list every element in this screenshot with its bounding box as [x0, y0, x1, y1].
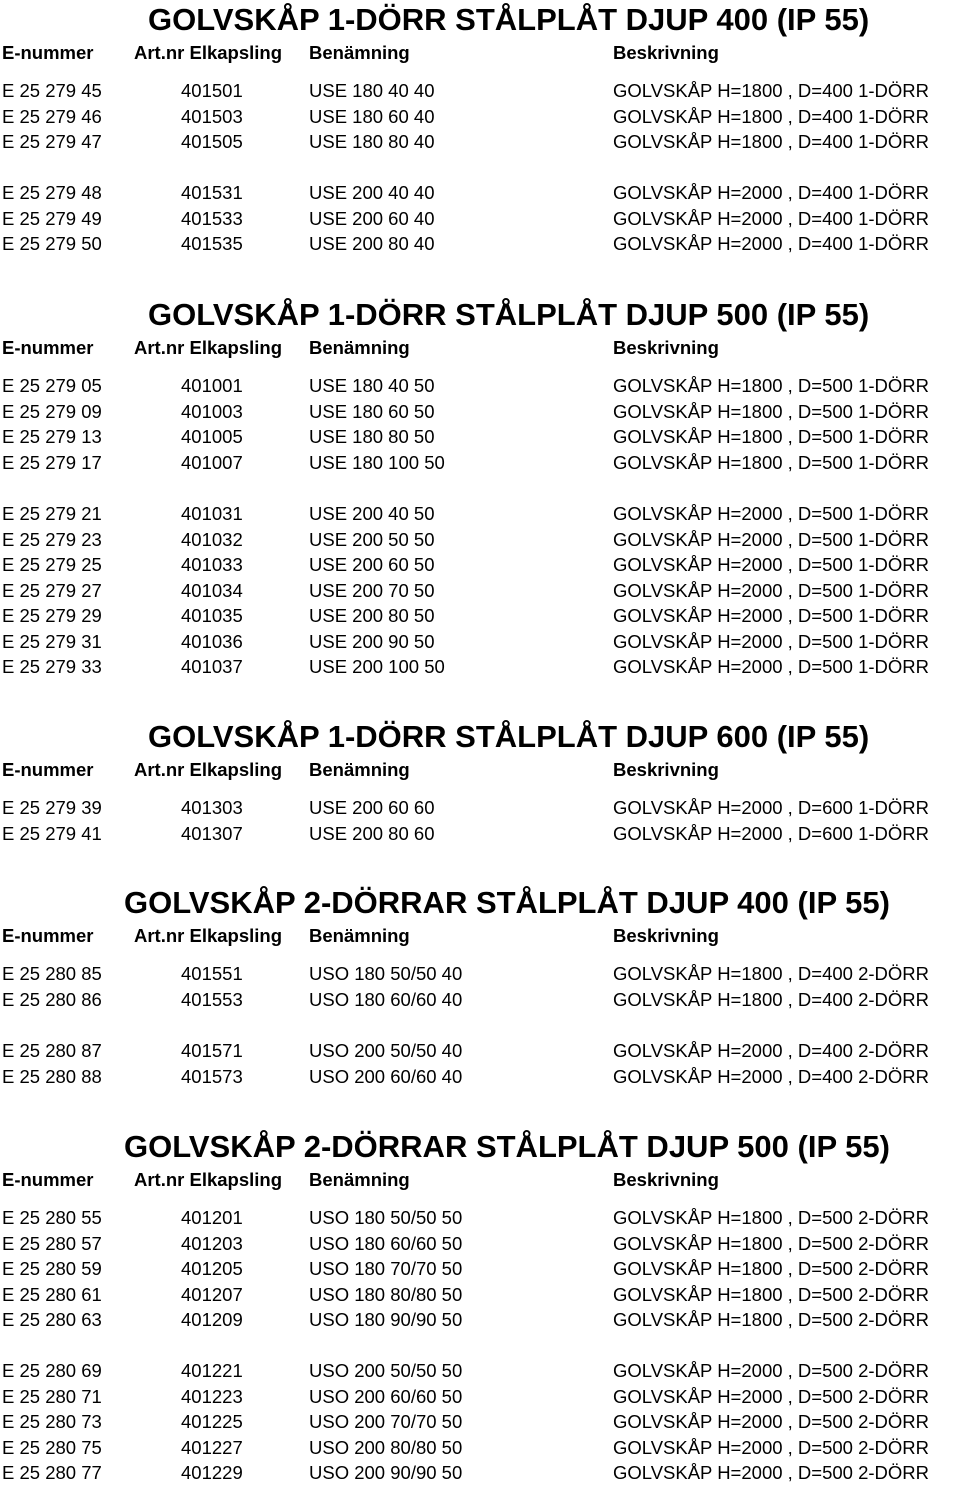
cell-beskrivning: GOLVSKÅP H=1800 , D=400 1-DÖRR	[613, 131, 930, 152]
table-row	[0, 1358, 960, 1384]
cell-e-nummer: E 25 279 21	[2, 503, 102, 524]
cell-benamning: USE 180 80 50	[309, 426, 435, 447]
header-beskrivning: Beskrivning	[613, 337, 719, 358]
cell-beskrivning: GOLVSKÅP H=2000 , D=500 1-DÖRR	[613, 656, 930, 677]
cell-e-nummer: E 25 279 33	[2, 656, 102, 677]
cell-art-nr: 401501	[181, 80, 243, 101]
cell-benamning: USE 200 90 50	[309, 630, 435, 652]
cell-e-nummer: E 25 279 31	[2, 630, 102, 652]
cell-benamning: USO 180 50/50 40	[309, 963, 463, 984]
header-benamning: Benämning	[309, 337, 410, 358]
table-row	[0, 104, 960, 130]
cell-art-nr: 401207	[181, 1283, 243, 1305]
cell-e-nummer: E 25 280 86	[2, 988, 102, 1010]
cell-e-nummer: E 25 280 55	[2, 1207, 102, 1228]
table-row	[0, 399, 960, 425]
cell-art-nr: 401571	[181, 1040, 243, 1061]
table-row	[0, 1409, 960, 1435]
cell-beskrivning: GOLVSKÅP H=2000 , D=500 2-DÖRR	[613, 1385, 930, 1407]
cell-beskrivning: GOLVSKÅP H=2000 , D=500 1-DÖRR	[613, 528, 930, 550]
header-e-nummer: E-nummer	[2, 925, 94, 946]
cell-benamning: USO 200 80/80 50	[309, 1436, 463, 1458]
cell-e-nummer: E 25 279 39	[2, 797, 102, 818]
cell-benamning: USE 180 80 40	[309, 131, 435, 152]
cell-benamning: USE 200 80 40	[309, 233, 435, 254]
cell-e-nummer: E 25 280 71	[2, 1385, 102, 1407]
cell-beskrivning: GOLVSKÅP H=1800 , D=400 1-DÖRR	[613, 80, 930, 101]
header-art-nr: Art.nr Elkapsling	[134, 925, 283, 946]
cell-benamning: USO 200 90/90 50	[309, 1462, 463, 1483]
section-title-text: GOLVSKÅP 1-DÖRR STÅLPLÅT DJUP 600 (IP 55)	[148, 719, 870, 754]
cell-beskrivning: GOLVSKÅP H=2000 , D=500 1-DÖRR	[613, 554, 930, 575]
cell-art-nr: 401307	[181, 822, 243, 844]
table-row	[0, 373, 960, 399]
table-row	[0, 578, 960, 604]
table-row	[0, 450, 960, 476]
cell-benamning: USO 180 60/60 50	[309, 1232, 463, 1254]
cell-benamning: USO 200 60/60 50	[309, 1385, 463, 1407]
cell-e-nummer: E 25 279 13	[2, 426, 102, 447]
cell-benamning: USO 180 50/50 50	[309, 1207, 463, 1228]
cell-e-nummer: E 25 279 23	[2, 528, 102, 550]
cell-art-nr: 401573	[181, 1065, 243, 1087]
cell-e-nummer: E 25 279 05	[2, 375, 102, 396]
cell-art-nr: 401001	[181, 375, 243, 396]
column-header-row	[0, 40, 960, 66]
cell-art-nr: 401205	[181, 1258, 243, 1279]
cell-benamning: USE 200 100 50	[309, 656, 445, 677]
table-row	[0, 501, 960, 527]
cell-e-nummer: E 25 280 88	[2, 1065, 102, 1087]
cell-e-nummer: E 25 280 77	[2, 1462, 102, 1483]
cell-benamning: USO 180 60/60 40	[309, 988, 463, 1010]
cell-benamning: USO 200 50/50 40	[309, 1040, 463, 1061]
cell-e-nummer: E 25 280 85	[2, 963, 102, 984]
cell-beskrivning: GOLVSKÅP H=2000 , D=500 1-DÖRR	[613, 605, 930, 626]
table-row	[0, 206, 960, 232]
cell-e-nummer: E 25 280 57	[2, 1232, 102, 1254]
cell-benamning: USE 200 60 60	[309, 797, 435, 818]
table-row	[0, 1307, 960, 1333]
table-row	[0, 1205, 960, 1231]
cell-beskrivning: GOLVSKÅP H=2000 , D=500 1-DÖRR	[613, 503, 930, 524]
cell-beskrivning: GOLVSKÅP H=1800 , D=500 1-DÖRR	[613, 375, 930, 396]
cell-art-nr: 401535	[181, 233, 243, 254]
cell-e-nummer: E 25 279 47	[2, 131, 102, 152]
table-row	[0, 424, 960, 450]
cell-art-nr: 401533	[181, 207, 243, 229]
cell-beskrivning: GOLVSKÅP H=2000 , D=500 1-DÖRR	[613, 630, 930, 652]
table-row	[0, 654, 960, 680]
cell-art-nr: 401037	[181, 656, 243, 677]
cell-art-nr: 401303	[181, 797, 243, 818]
cell-beskrivning: GOLVSKÅP H=1800 , D=400 2-DÖRR	[613, 963, 930, 984]
cell-e-nummer: E 25 279 09	[2, 400, 102, 422]
cell-beskrivning: GOLVSKÅP H=1800 , D=500 1-DÖRR	[613, 426, 930, 447]
cell-e-nummer: E 25 279 49	[2, 207, 102, 229]
column-header-row	[0, 335, 960, 361]
cell-beskrivning: GOLVSKÅP H=2000 , D=500 2-DÖRR	[613, 1462, 930, 1483]
cell-e-nummer: E 25 279 46	[2, 105, 102, 127]
cell-benamning: USE 200 60 40	[309, 207, 435, 229]
cell-art-nr: 401553	[181, 988, 243, 1010]
cell-art-nr: 401005	[181, 426, 243, 447]
cell-art-nr: 401227	[181, 1436, 243, 1458]
section-title	[0, 0, 960, 40]
cell-beskrivning: GOLVSKÅP H=2000 , D=400 2-DÖRR	[613, 1065, 930, 1087]
header-beskrivning: Beskrivning	[613, 42, 719, 63]
cell-art-nr: 401551	[181, 963, 243, 984]
cell-e-nummer: E 25 279 25	[2, 554, 102, 575]
cell-art-nr: 401503	[181, 105, 243, 127]
table-row	[0, 1282, 960, 1308]
cell-benamning: USO 180 80/80 50	[309, 1283, 463, 1305]
cell-beskrivning: GOLVSKÅP H=1800 , D=500 2-DÖRR	[613, 1207, 930, 1228]
cell-e-nummer: E 25 280 61	[2, 1283, 102, 1305]
cell-beskrivning: GOLVSKÅP H=2000 , D=400 1-DÖRR	[613, 207, 930, 229]
table-row	[0, 78, 960, 104]
cell-e-nummer: E 25 280 69	[2, 1360, 102, 1381]
cell-beskrivning: GOLVSKÅP H=2000 , D=600 1-DÖRR	[613, 797, 930, 818]
table-row	[0, 231, 960, 257]
table-row	[0, 1231, 960, 1257]
cell-benamning: USO 200 60/60 40	[309, 1065, 463, 1087]
cell-benamning: USE 180 40 50	[309, 375, 435, 396]
column-header-row	[0, 1167, 960, 1193]
table-row	[0, 603, 960, 629]
cell-e-nummer: E 25 279 48	[2, 182, 102, 203]
cell-benamning: USE 180 40 40	[309, 80, 435, 101]
cell-benamning: USO 200 50/50 50	[309, 1360, 463, 1381]
cell-art-nr: 401033	[181, 554, 243, 575]
cell-art-nr: 401003	[181, 400, 243, 422]
cell-art-nr: 401531	[181, 182, 243, 203]
section-title-text: GOLVSKÅP 2-DÖRRAR STÅLPLÅT DJUP 500 (IP 55)	[124, 1129, 890, 1164]
cell-art-nr: 401225	[181, 1411, 243, 1432]
cell-e-nummer: E 25 280 75	[2, 1436, 102, 1458]
cell-benamning: USO 180 90/90 50	[309, 1309, 463, 1330]
cell-benamning: USE 200 50 50	[309, 528, 435, 550]
table-row	[0, 1064, 960, 1090]
cell-beskrivning: GOLVSKÅP H=1800 , D=500 2-DÖRR	[613, 1232, 930, 1254]
table-row	[0, 1384, 960, 1410]
header-benamning: Benämning	[309, 42, 410, 63]
cell-e-nummer: E 25 279 27	[2, 579, 102, 601]
cell-beskrivning: GOLVSKÅP H=1800 , D=500 2-DÖRR	[613, 1258, 930, 1279]
cell-e-nummer: E 25 279 17	[2, 451, 102, 473]
table-row	[0, 795, 960, 821]
section-title-text: GOLVSKÅP 1-DÖRR STÅLPLÅT DJUP 400 (IP 55)	[148, 2, 870, 37]
section-title	[0, 883, 960, 923]
table-row	[0, 1435, 960, 1461]
cell-e-nummer: E 25 280 87	[2, 1040, 102, 1061]
cell-benamning: USE 200 80 60	[309, 822, 435, 844]
cell-benamning: USE 200 70 50	[309, 579, 435, 601]
header-e-nummer: E-nummer	[2, 42, 94, 63]
section-title-text: GOLVSKÅP 2-DÖRRAR STÅLPLÅT DJUP 400 (IP 55)	[124, 885, 890, 920]
header-art-nr: Art.nr Elkapsling	[134, 1169, 283, 1190]
cell-art-nr: 401032	[181, 528, 243, 550]
cell-beskrivning: GOLVSKÅP H=1800 , D=400 1-DÖRR	[613, 105, 930, 127]
table-row	[0, 987, 960, 1013]
header-benamning: Benämning	[309, 1169, 410, 1190]
table-row	[0, 1256, 960, 1282]
section-title	[0, 1127, 960, 1167]
header-art-nr: Art.nr Elkapsling	[134, 759, 283, 780]
table-row	[0, 629, 960, 655]
cell-art-nr: 401223	[181, 1385, 243, 1407]
cell-art-nr: 401209	[181, 1309, 243, 1330]
cell-e-nummer: E 25 279 45	[2, 80, 102, 101]
table-row	[0, 1460, 960, 1486]
column-header-row	[0, 923, 960, 949]
cell-e-nummer: E 25 280 63	[2, 1309, 102, 1330]
cell-beskrivning: GOLVSKÅP H=1800 , D=500 1-DÖRR	[613, 400, 930, 422]
cell-art-nr: 401203	[181, 1232, 243, 1254]
cell-beskrivning: GOLVSKÅP H=2000 , D=400 1-DÖRR	[613, 182, 930, 203]
header-benamning: Benämning	[309, 759, 410, 780]
column-header-row	[0, 757, 960, 783]
cell-benamning: USE 180 60 50	[309, 400, 435, 422]
cell-art-nr: 401221	[181, 1360, 243, 1381]
cell-benamning: USE 200 80 50	[309, 605, 435, 626]
cell-beskrivning: GOLVSKÅP H=2000 , D=500 2-DÖRR	[613, 1436, 930, 1458]
section-title-text: GOLVSKÅP 1-DÖRR STÅLPLÅT DJUP 500 (IP 55)	[148, 297, 870, 332]
cell-beskrivning: GOLVSKÅP H=2000 , D=500 2-DÖRR	[613, 1360, 930, 1381]
header-beskrivning: Beskrivning	[613, 925, 719, 946]
cell-e-nummer: E 25 280 73	[2, 1411, 102, 1432]
table-row	[0, 552, 960, 578]
cell-benamning: USO 200 70/70 50	[309, 1411, 463, 1432]
cell-beskrivning: GOLVSKÅP H=2000 , D=500 2-DÖRR	[613, 1411, 930, 1432]
cell-art-nr: 401036	[181, 630, 243, 652]
header-benamning: Benämning	[309, 925, 410, 946]
cell-beskrivning: GOLVSKÅP H=2000 , D=500 1-DÖRR	[613, 579, 930, 601]
cell-benamning: USO 180 70/70 50	[309, 1258, 463, 1279]
cell-e-nummer: E 25 280 59	[2, 1258, 102, 1279]
cell-beskrivning: GOLVSKÅP H=2000 , D=600 1-DÖRR	[613, 822, 930, 844]
table-row	[0, 961, 960, 987]
header-beskrivning: Beskrivning	[613, 759, 719, 780]
cell-benamning: USE 200 40 50	[309, 503, 435, 524]
table-row	[0, 527, 960, 553]
table-row	[0, 821, 960, 847]
cell-art-nr: 401031	[181, 503, 243, 524]
cell-art-nr: 401007	[181, 451, 243, 473]
header-art-nr: Art.nr Elkapsling	[134, 337, 283, 358]
table-row	[0, 1038, 960, 1064]
header-art-nr: Art.nr Elkapsling	[134, 42, 283, 63]
cell-e-nummer: E 25 279 29	[2, 605, 102, 626]
cell-benamning: USE 180 100 50	[309, 451, 445, 473]
table-row	[0, 180, 960, 206]
section-title	[0, 717, 960, 757]
cell-art-nr: 401035	[181, 605, 243, 626]
cell-benamning: USE 200 40 40	[309, 182, 435, 203]
cell-art-nr: 401034	[181, 579, 243, 601]
cell-benamning: USE 200 60 50	[309, 554, 435, 575]
cell-art-nr: 401201	[181, 1207, 243, 1228]
header-e-nummer: E-nummer	[2, 337, 94, 358]
header-e-nummer: E-nummer	[2, 1169, 94, 1190]
table-row	[0, 129, 960, 155]
header-e-nummer: E-nummer	[2, 759, 94, 780]
cell-e-nummer: E 25 279 50	[2, 233, 102, 254]
cell-beskrivning: GOLVSKÅP H=2000 , D=400 2-DÖRR	[613, 1040, 930, 1061]
cell-beskrivning: GOLVSKÅP H=2000 , D=400 1-DÖRR	[613, 233, 930, 254]
cell-benamning: USE 180 60 40	[309, 105, 435, 127]
cell-beskrivning: GOLVSKÅP H=1800 , D=500 2-DÖRR	[613, 1283, 930, 1305]
cell-art-nr: 401505	[181, 131, 243, 152]
header-beskrivning: Beskrivning	[613, 1169, 719, 1190]
cell-e-nummer: E 25 279 41	[2, 822, 102, 844]
cell-beskrivning: GOLVSKÅP H=1800 , D=400 2-DÖRR	[613, 988, 930, 1010]
cell-beskrivning: GOLVSKÅP H=1800 , D=500 1-DÖRR	[613, 451, 930, 473]
cell-beskrivning: GOLVSKÅP H=1800 , D=500 2-DÖRR	[613, 1309, 930, 1330]
cell-art-nr: 401229	[181, 1462, 243, 1483]
section-title	[0, 295, 960, 335]
